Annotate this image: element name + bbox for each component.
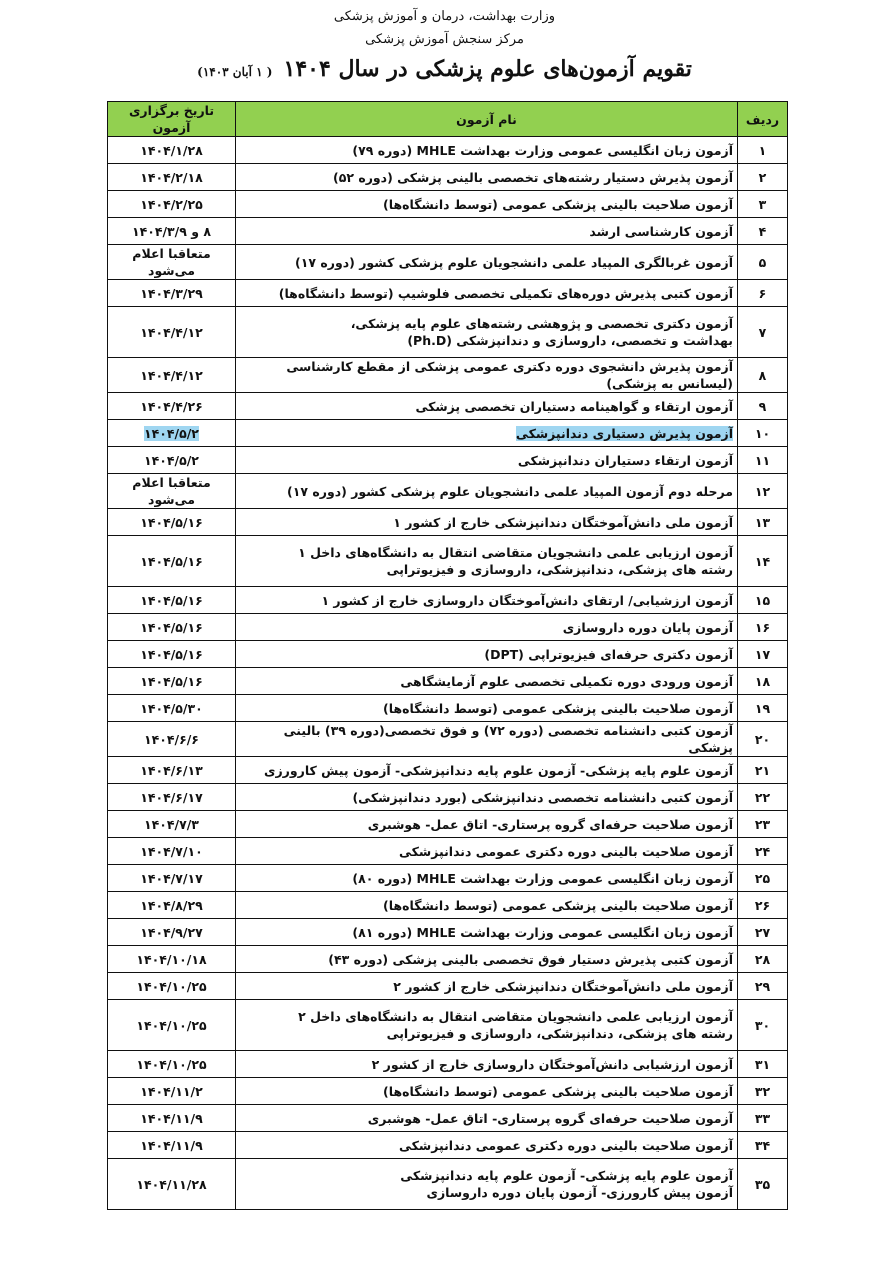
- row-index: ۳۲: [738, 1078, 788, 1105]
- row-index: ۲۸: [738, 946, 788, 973]
- row-index: ۳۵: [738, 1159, 788, 1210]
- exam-name: آزمون کتبی دانشنامه تخصصی (دوره ۷۲) و فوق تخصصی(دوره ۳۹) بالینی پزشکی: [283, 723, 733, 755]
- exam-name-cell: [236, 695, 738, 722]
- table-row: [108, 614, 788, 641]
- table-row: [108, 1051, 788, 1078]
- row-index: ۳۴: [738, 1132, 788, 1159]
- row-index: ۶: [738, 280, 788, 307]
- exam-date: ۱۴۰۴/۵/۲: [144, 425, 199, 441]
- exam-name-cell: [236, 668, 738, 695]
- title-block: [0, 56, 889, 82]
- exam-date-cell: [108, 1051, 236, 1078]
- ministry-name: وزارت بهداشت، درمان و آموزش پزشکی: [333, 9, 556, 24]
- table-row: [108, 393, 788, 420]
- exam-name: آزمون کتبی پذیرش دوره‌های تکمیلی تخصصی فلوشیپ (توسط دانشگاه‌ها): [278, 285, 733, 301]
- exam-date: ۱۴۰۴/۵/۱۶: [140, 673, 203, 689]
- table-row: [108, 865, 788, 892]
- row-index: ۳۳: [738, 1105, 788, 1132]
- row-index: ۱۹: [738, 695, 788, 722]
- exam-name: آزمون صلاحیت بالینی پزشکی عمومی (توسط دانشگاه‌ها): [383, 700, 733, 716]
- column-header-index: ردیف: [738, 102, 788, 137]
- exam-date: ۱۴۰۴/۹/۲۷: [140, 924, 203, 940]
- row-index: ۱: [738, 137, 788, 164]
- exam-name-cell: [236, 722, 738, 757]
- exam-date-cell: [108, 757, 236, 784]
- exam-date: ۱۴۰۴/۵/۲: [144, 452, 199, 468]
- exam-date: ۱۴۰۴/۵/۱۶: [140, 592, 203, 608]
- table-row: [108, 784, 788, 811]
- exam-name: آزمون صلاحیت بالینی پزشکی عمومی (توسط دانشگاه‌ها): [383, 897, 733, 913]
- table-row: [108, 245, 788, 280]
- table-row: [108, 946, 788, 973]
- exam-date: ۱۴۰۴/۶/۱۳: [140, 762, 203, 778]
- exam-date: ۱۴۰۴/۱۰/۱۸: [136, 951, 207, 967]
- exam-name: آزمون دکتری حرفه‌ای فیزیوتراپی (DPT): [484, 646, 733, 662]
- exam-date-cell: [108, 218, 236, 245]
- exam-name-cell: [236, 757, 738, 784]
- exam-name: آزمون ورودی دوره تکمیلی تخصصی علوم آزمایشگاهی: [400, 673, 733, 689]
- exam-name: آزمون ملی دانش‌آموختگان دندانپزشکی خارج از کشور ۱: [393, 514, 733, 530]
- row-index: ۹: [738, 393, 788, 420]
- exam-name-line2: رشته های پزشکی، دندانپزشکی، داروسازی و فیزیوتراپی: [386, 1026, 733, 1041]
- row-index: ۱۱: [738, 447, 788, 474]
- table-row: [108, 509, 788, 536]
- exam-date: ۱۴۰۴/۱۰/۲۵: [136, 978, 207, 994]
- exam-date: ۱۴۰۴/۵/۱۶: [140, 514, 203, 530]
- row-index: ۷: [738, 307, 788, 358]
- exam-date: متعاقبا اعلام می‌شود: [132, 475, 211, 507]
- document-subtitle: ( ۱ آبان ۱۴۰۳): [197, 65, 273, 79]
- exam-name: آزمون زبان انگلیسی عمومی وزارت بهداشت MHLE (دوره ۸۰): [352, 870, 733, 886]
- exam-date: ۱۴۰۴/۲/۱۸: [140, 169, 203, 185]
- document-header: [0, 0, 889, 100]
- column-header-name: نام آزمون: [236, 102, 738, 137]
- table-row: [108, 1000, 788, 1051]
- column-header-date: تاریخ برگزاری آزمون: [108, 102, 236, 137]
- exam-date-cell: [108, 587, 236, 614]
- exam-date-cell: [108, 393, 236, 420]
- row-index: ۱۵: [738, 587, 788, 614]
- exam-name-line2: بهداشت و تخصصی، داروسازی و دندانپزشکی (Ph.D): [407, 333, 733, 348]
- exam-name: آزمون زبان انگلیسی عمومی وزارت بهداشت MHLE (دوره ۷۹): [352, 142, 733, 158]
- exam-date: ۱۴۰۴/۱/۲۸: [140, 142, 203, 158]
- exam-name: آزمون غربالگری المپیاد علمی دانشجویان علوم پزشکی کشور (دوره ۱۷): [295, 254, 733, 270]
- exam-date-cell: [108, 668, 236, 695]
- exam-date-cell: [108, 536, 236, 587]
- exam-date-cell: [108, 280, 236, 307]
- table-row: [108, 892, 788, 919]
- exam-date-cell: [108, 641, 236, 668]
- exam-date: ۸ و ۱۴۰۴/۳/۹: [131, 223, 212, 239]
- row-index: ۵: [738, 245, 788, 280]
- exam-date-cell: [108, 1132, 236, 1159]
- table-row: [108, 164, 788, 191]
- exam-date-cell: [108, 695, 236, 722]
- row-index: ۱۶: [738, 614, 788, 641]
- exam-date-cell: [108, 919, 236, 946]
- exam-date-cell: [108, 358, 236, 393]
- table-row: [108, 1132, 788, 1159]
- exam-name: آزمون کارشناسی ارشد: [589, 223, 733, 239]
- center-name: مرکز سنجش آموزش پزشکی: [365, 32, 524, 47]
- row-index: ۳۰: [738, 1000, 788, 1051]
- row-index: ۲۳: [738, 811, 788, 838]
- exam-name-cell: [236, 1159, 738, 1210]
- exam-name: آزمون ارتقاء و گواهینامه دستیاران تخصصی پزشکی: [415, 398, 733, 414]
- exam-name-cell: [236, 973, 738, 1000]
- exam-date-cell: [108, 191, 236, 218]
- table-header-row: [108, 102, 788, 137]
- table-row: [108, 358, 788, 393]
- exam-name-cell: [236, 509, 738, 536]
- exam-date: ۱۴۰۴/۷/۳: [144, 816, 199, 832]
- exam-name-cell: [236, 1000, 738, 1051]
- exam-date-cell: [108, 838, 236, 865]
- exam-date-cell: [108, 137, 236, 164]
- exam-name-cell: [236, 892, 738, 919]
- exam-name-cell: [236, 784, 738, 811]
- exam-date: ۱۴۰۴/۲/۲۵: [140, 196, 203, 212]
- exam-name-line2: آزمون پیش کارورزی- آزمون پایان دوره داروسازی: [426, 1185, 733, 1200]
- table-row: [108, 838, 788, 865]
- exam-date: ۱۴۰۴/۶/۱۷: [140, 789, 203, 805]
- exam-date: ۱۴۰۴/۱۱/۲۸: [136, 1176, 207, 1192]
- exam-date: ۱۴۰۴/۴/۱۲: [140, 324, 203, 340]
- exam-date-cell: [108, 307, 236, 358]
- exam-name-cell: [236, 137, 738, 164]
- exam-name-cell: [236, 865, 738, 892]
- exam-name: آزمون صلاحیت حرفه‌ای گروه پرستاری- اتاق عمل- هوشبری: [367, 1110, 733, 1126]
- exam-name-cell: [236, 245, 738, 280]
- exam-date: ۱۴۰۴/۳/۲۹: [140, 285, 203, 301]
- table-row: [108, 919, 788, 946]
- row-index: ۱۳: [738, 509, 788, 536]
- table-row: [108, 1105, 788, 1132]
- exam-name-cell: [236, 838, 738, 865]
- exam-date: ۱۴۰۴/۷/۱۰: [140, 843, 203, 859]
- exam-date: ۱۴۰۴/۴/۲۶: [140, 398, 203, 414]
- row-index: ۱۴: [738, 536, 788, 587]
- exam-date: ۱۴۰۴/۱۰/۲۵: [136, 1017, 207, 1033]
- exam-name-cell: [236, 280, 738, 307]
- exam-name: آزمون ارزشیابی/ ارتقای دانش‌آموختگان داروسازی خارج از کشور ۱: [321, 592, 733, 608]
- exam-date: ۱۴۰۴/۵/۱۶: [140, 646, 203, 662]
- row-index: ۱۷: [738, 641, 788, 668]
- exam-name: آزمون ارزیابی علمی دانشجویان متقاضی انتقال به دانشگاه‌های داخل ۲: [298, 1009, 733, 1024]
- exam-name: آزمون صلاحیت حرفه‌ای گروه پرستاری- اتاق عمل- هوشبری: [367, 816, 733, 832]
- exam-date-cell: [108, 164, 236, 191]
- exam-name-cell: [236, 641, 738, 668]
- table-row: [108, 307, 788, 358]
- exam-date-cell: [108, 1000, 236, 1051]
- exam-name-cell: [236, 1078, 738, 1105]
- exam-name-cell: [236, 587, 738, 614]
- table-row: [108, 474, 788, 509]
- exam-date-cell: [108, 865, 236, 892]
- exam-date: ۱۴۰۴/۵/۱۶: [140, 619, 203, 635]
- exam-date: ۱۴۰۴/۵/۳۰: [140, 700, 203, 716]
- exam-name: آزمون پذیرش دستیار رشته‌های تخصصی بالینی پزشکی (دوره ۵۲): [332, 169, 733, 185]
- exam-name: آزمون کتبی دانشنامه تخصصی دندانپزشکی (بورد دندانپزشکی): [352, 789, 733, 805]
- row-index: ۱۰: [738, 420, 788, 447]
- table-row: [108, 218, 788, 245]
- row-index: ۳: [738, 191, 788, 218]
- table-row: [108, 1078, 788, 1105]
- row-index: ۴: [738, 218, 788, 245]
- exam-date-cell: [108, 509, 236, 536]
- exam-name-cell: [236, 447, 738, 474]
- table-row: [108, 420, 788, 447]
- row-index: ۲۶: [738, 892, 788, 919]
- exam-date-cell: [108, 420, 236, 447]
- exam-name-cell: [236, 191, 738, 218]
- exam-name: مرحله دوم آزمون المپیاد علمی دانشجویان علوم پزشکی کشور (دوره ۱۷): [287, 483, 733, 499]
- table-row: [108, 811, 788, 838]
- exam-date-cell: [108, 722, 236, 757]
- row-index: ۲۷: [738, 919, 788, 946]
- exam-calendar-table: [107, 101, 788, 1210]
- exam-name-cell: [236, 919, 738, 946]
- exam-name-cell: [236, 358, 738, 393]
- exam-date-cell: [108, 1159, 236, 1210]
- exam-name-cell: [236, 218, 738, 245]
- table-row: [108, 1159, 788, 1210]
- exam-name: آزمون ارزیابی علمی دانشجویان متقاضی انتقال به دانشگاه‌های داخل ۱: [298, 545, 733, 560]
- exam-date-cell: [108, 1078, 236, 1105]
- row-index: ۲۰: [738, 722, 788, 757]
- exam-date: متعاقبا اعلام می‌شود: [132, 246, 211, 278]
- exam-name: آزمون صلاحیت بالینی پزشکی عمومی (توسط دانشگاه‌ها): [383, 1083, 733, 1099]
- exam-date: ۱۴۰۴/۱۰/۲۵: [136, 1056, 207, 1072]
- exam-name-cell: [236, 614, 738, 641]
- row-index: ۱۲: [738, 474, 788, 509]
- exam-name-cell: [236, 1051, 738, 1078]
- exam-date-cell: [108, 973, 236, 1000]
- table-row: [108, 668, 788, 695]
- exam-name-cell: [236, 1132, 738, 1159]
- exam-name-cell: [236, 946, 738, 973]
- exam-date-cell: [108, 245, 236, 280]
- exam-name: آزمون ارزشیابی دانش‌آموختگان داروسازی خارج از کشور ۲: [371, 1056, 733, 1072]
- table-row: [108, 973, 788, 1000]
- exam-name: آزمون زبان انگلیسی عمومی وزارت بهداشت MHLE (دوره ۸۱): [352, 924, 733, 940]
- exam-name-cell: [236, 1105, 738, 1132]
- exam-name-cell: [236, 420, 738, 447]
- exam-date: ۱۴۰۴/۶/۶: [144, 731, 199, 747]
- document-title: تقویم آزمون‌های علوم پزشکی در سال ۱۴۰۴: [283, 56, 692, 82]
- table-row: [108, 191, 788, 218]
- exam-name: آزمون ارتقاء دستیاران دندانپزشکی: [517, 452, 733, 468]
- table-body: [108, 137, 788, 1210]
- exam-name-cell: [236, 474, 738, 509]
- exam-date-cell: [108, 892, 236, 919]
- row-index: ۲۵: [738, 865, 788, 892]
- exam-date: ۱۴۰۴/۵/۱۶: [140, 553, 203, 569]
- exam-name: آزمون صلاحیت بالینی دوره دکتری عمومی دندانپزشکی: [399, 843, 733, 859]
- table-row: [108, 757, 788, 784]
- exam-name-cell: [236, 164, 738, 191]
- exam-date-cell: [108, 784, 236, 811]
- table-row: [108, 587, 788, 614]
- row-index: ۲۹: [738, 973, 788, 1000]
- exam-date: ۱۴۰۴/۱۱/۲: [140, 1083, 203, 1099]
- exam-name-cell: [236, 307, 738, 358]
- exam-date-cell: [108, 447, 236, 474]
- row-index: ۲۲: [738, 784, 788, 811]
- exam-date: ۱۴۰۴/۷/۱۷: [140, 870, 203, 886]
- exam-date-cell: [108, 1105, 236, 1132]
- exam-name: آزمون پذیرش دستیاری دندانپزشکی: [515, 425, 733, 441]
- exam-name: آزمون ملی دانش‌آموختگان دندانپزشکی خارج از کشور ۲: [393, 978, 733, 994]
- table-row: [108, 641, 788, 668]
- exam-date: ۱۴۰۴/۱۱/۹: [140, 1137, 203, 1153]
- exam-name: آزمون پذیرش دانشجوی دوره دکتری عمومی پزشکی از مقطع کارشناسی (لیسانس به پزشکی): [286, 359, 733, 391]
- exam-name: آزمون پایان دوره داروسازی: [562, 619, 733, 635]
- table-row: [108, 447, 788, 474]
- table-row: [108, 137, 788, 164]
- exam-date-cell: [108, 811, 236, 838]
- exam-date: ۱۴۰۴/۱۱/۹: [140, 1110, 203, 1126]
- table-row: [108, 280, 788, 307]
- exam-date: ۱۴۰۴/۸/۲۹: [140, 897, 203, 913]
- row-index: ۸: [738, 358, 788, 393]
- exam-name: آزمون صلاحیت بالینی دوره دکتری عمومی دندانپزشکی: [399, 1137, 733, 1153]
- table-row: [108, 695, 788, 722]
- exam-date: ۱۴۰۴/۴/۱۲: [140, 367, 203, 383]
- exam-date-cell: [108, 614, 236, 641]
- row-index: ۳۱: [738, 1051, 788, 1078]
- row-index: ۲۱: [738, 757, 788, 784]
- exam-date-cell: [108, 946, 236, 973]
- exam-name-line2: رشته های پزشکی، دندانپزشکی، داروسازی و فیزیوتراپی: [386, 562, 733, 577]
- exam-name: آزمون علوم پایه پزشکی- آزمون علوم پایه دندانپزشکی- آزمون پیش کارورزی: [264, 762, 733, 778]
- exam-name: آزمون علوم پایه پزشکی- آزمون علوم پایه دندانپزشکی: [400, 1168, 733, 1183]
- exam-name-cell: [236, 536, 738, 587]
- exam-name: آزمون صلاحیت بالینی پزشکی عمومی (توسط دانشگاه‌ها): [383, 196, 733, 212]
- exam-name: آزمون دکتری تخصصی و پژوهشی رشته‌های علوم پایه پزشکی،: [350, 316, 733, 331]
- exam-date-cell: [108, 474, 236, 509]
- table-row: [108, 722, 788, 757]
- table-row: [108, 536, 788, 587]
- row-index: ۱۸: [738, 668, 788, 695]
- row-index: ۲: [738, 164, 788, 191]
- exam-name-cell: [236, 393, 738, 420]
- row-index: ۲۴: [738, 838, 788, 865]
- exam-name-cell: [236, 811, 738, 838]
- exam-name: آزمون کتبی پذیرش دستیار فوق تخصصی بالینی پزشکی (دوره ۴۳): [328, 951, 733, 967]
